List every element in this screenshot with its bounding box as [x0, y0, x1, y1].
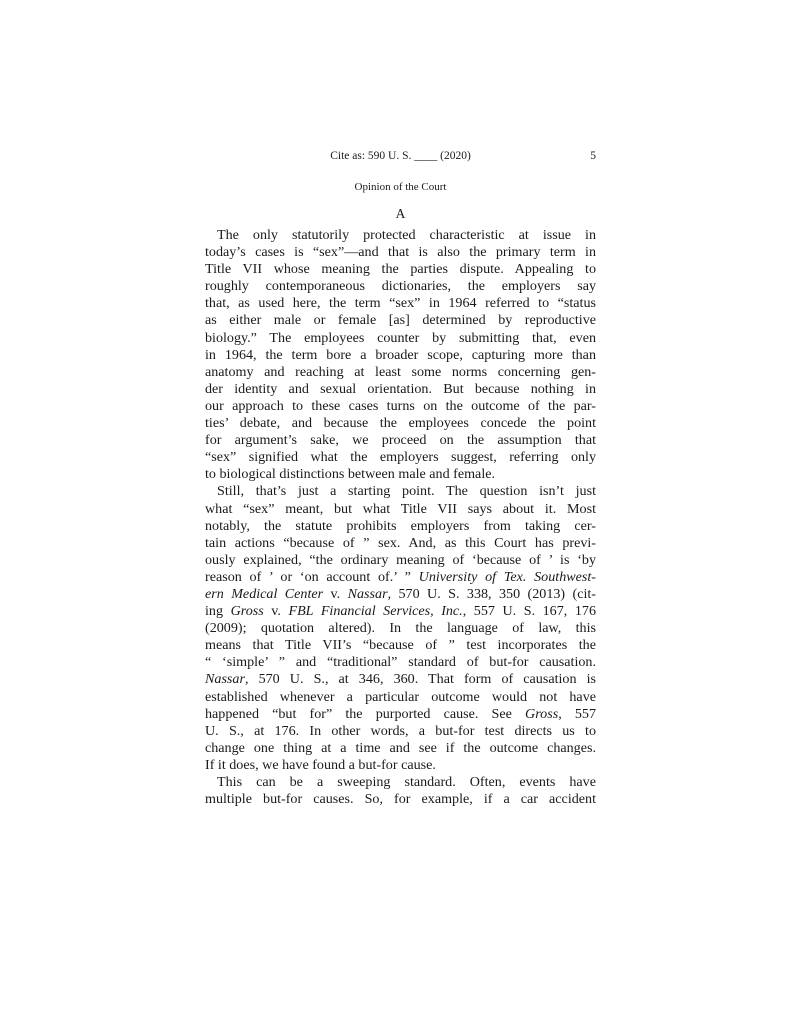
text-segment: If it does, we have found a but-for cause.: [205, 756, 436, 773]
text-line: [205, 501, 596, 518]
text-line: [205, 689, 596, 706]
text-line: [205, 740, 596, 757]
text-line: [205, 261, 596, 278]
opinion-body-text: [205, 227, 596, 808]
text-line: [205, 432, 596, 449]
text-segment: happened “but for” the purported cause. See: [205, 705, 526, 722]
citation: Cite as: 590 U. S. ____ (2020): [330, 150, 471, 162]
text-line: [205, 466, 596, 483]
text-line: [205, 449, 596, 466]
text-segment: as either male or female [as] determined by reproductive: [205, 312, 596, 329]
text-line: [205, 312, 596, 329]
text-line: [205, 244, 596, 261]
text-line: [205, 364, 596, 381]
text-segment: means that Title VII’s “because of ” test incorporates the: [205, 637, 596, 654]
text-segment: biology.” The employees counter by submitting that, even: [205, 329, 596, 346]
text-segment: der identity and sexual orientation. But because nothing in: [205, 380, 596, 397]
text-segment: established whenever a particular outcome would not have: [205, 688, 596, 705]
text-segment: , 570 U. S. 338, 350 (2013) (cit-: [387, 585, 596, 602]
text-segment: , 570 U. S., at 346, 360. That form of causation is: [244, 671, 596, 688]
text-segment: Title VII whose meaning the parties dispute. Appealing to: [205, 261, 596, 278]
text-segment: , 557 U. S. 167, 176: [462, 603, 596, 620]
text-segment: change one thing at a time and see if the outcome changes.: [205, 739, 596, 756]
text-segment: for argument’s sake, we proceed on the assumption that: [205, 432, 596, 449]
text-line: [205, 381, 596, 398]
text-segment: multiple but-for causes. So, for example, if a car accident: [205, 791, 596, 808]
text-segment: “sex” signified what the employers suggest, referring only: [205, 449, 596, 466]
text-segment: , 557: [558, 705, 596, 722]
text-line: [205, 415, 596, 432]
italic-citation: University of Tex. Southwest-: [418, 568, 596, 585]
text-segment: Still, that’s just a starting point. The question isn’t just: [217, 483, 596, 500]
text-segment: anatomy and reaching at least some norms concerning gen-: [205, 363, 596, 380]
text-line: [205, 295, 596, 312]
text-segment: notably, the statute prohibits employers from taking cer-: [205, 517, 596, 534]
text-line: [205, 757, 596, 774]
text-segment: reason of ’ or ‘on account of.’ ”: [205, 568, 419, 585]
text-line: [205, 774, 596, 791]
text-line: [205, 791, 596, 808]
text-line: [205, 620, 596, 637]
text-line: [205, 569, 596, 586]
text-segment: ing: [205, 603, 231, 620]
text-segment: ties’ debate, and because the employees concede the point: [205, 415, 596, 432]
text-line: [205, 654, 596, 671]
text-line: [205, 706, 596, 723]
text-line: [205, 637, 596, 654]
text-segment: U. S., at 176. In other words, a but-for test directs us to: [205, 722, 596, 739]
text-segment: v.: [263, 603, 289, 620]
text-segment: tain actions “because of ” sex. And, as this Court has previ-: [205, 534, 596, 551]
text-segment: This can be a sweeping standard. Often, events have: [217, 774, 596, 790]
italic-citation: Gross: [230, 603, 264, 620]
text-segment: v.: [323, 585, 348, 602]
text-line: [205, 347, 596, 364]
page-number: 5: [590, 150, 596, 162]
text-line: [205, 552, 596, 569]
text-line: [205, 278, 596, 295]
text-line: [205, 586, 596, 603]
text-line: [205, 535, 596, 552]
italic-citation: FBL Financial Services, Inc.: [288, 603, 463, 620]
opinion-label: Opinion of the Court: [354, 181, 447, 193]
text-segment: roughly contemporaneous dictionaries, the employers say: [205, 278, 596, 295]
text-line: [205, 671, 596, 688]
running-header: [205, 148, 596, 164]
italic-citation: Gross: [525, 705, 559, 722]
text-segment: in 1964, the term bore a broader scope, capturing more than: [205, 346, 596, 363]
text-segment: our approach to these cases turns on the outcome of the par-: [205, 397, 596, 414]
italic-citation: Nassar: [347, 585, 388, 602]
text-segment: today’s cases is “sex”—and that is also the primary term in: [205, 244, 596, 261]
text-line: [205, 518, 596, 535]
text-line: [205, 483, 596, 500]
text-segment: what “sex” meant, but what Title VII says about it. Most: [205, 500, 596, 517]
text-line: [205, 227, 596, 244]
text-segment: ously explained, “the ordinary meaning of ‘because of ’ is ‘by: [205, 551, 596, 568]
text-line: [205, 398, 596, 415]
text-line: [205, 603, 596, 620]
text-line: [205, 330, 596, 347]
text-segment: (2009); quotation altered). In the language of law, this: [205, 620, 596, 637]
text-line: [205, 723, 596, 740]
section-heading: A: [395, 206, 406, 221]
text-segment: to biological distinctions between male and female.: [205, 466, 496, 483]
italic-citation: ern Medical Center: [205, 585, 324, 602]
text-segment: “ ‘simple’ ” and “traditional” standard of but-for causation.: [205, 654, 596, 671]
text-segment: The only statutorily protected characteristic at issue in: [217, 227, 596, 243]
italic-citation: Nassar: [205, 671, 245, 688]
text-segment: that, as used here, the term “sex” in 1964 referred to “status: [205, 295, 596, 312]
